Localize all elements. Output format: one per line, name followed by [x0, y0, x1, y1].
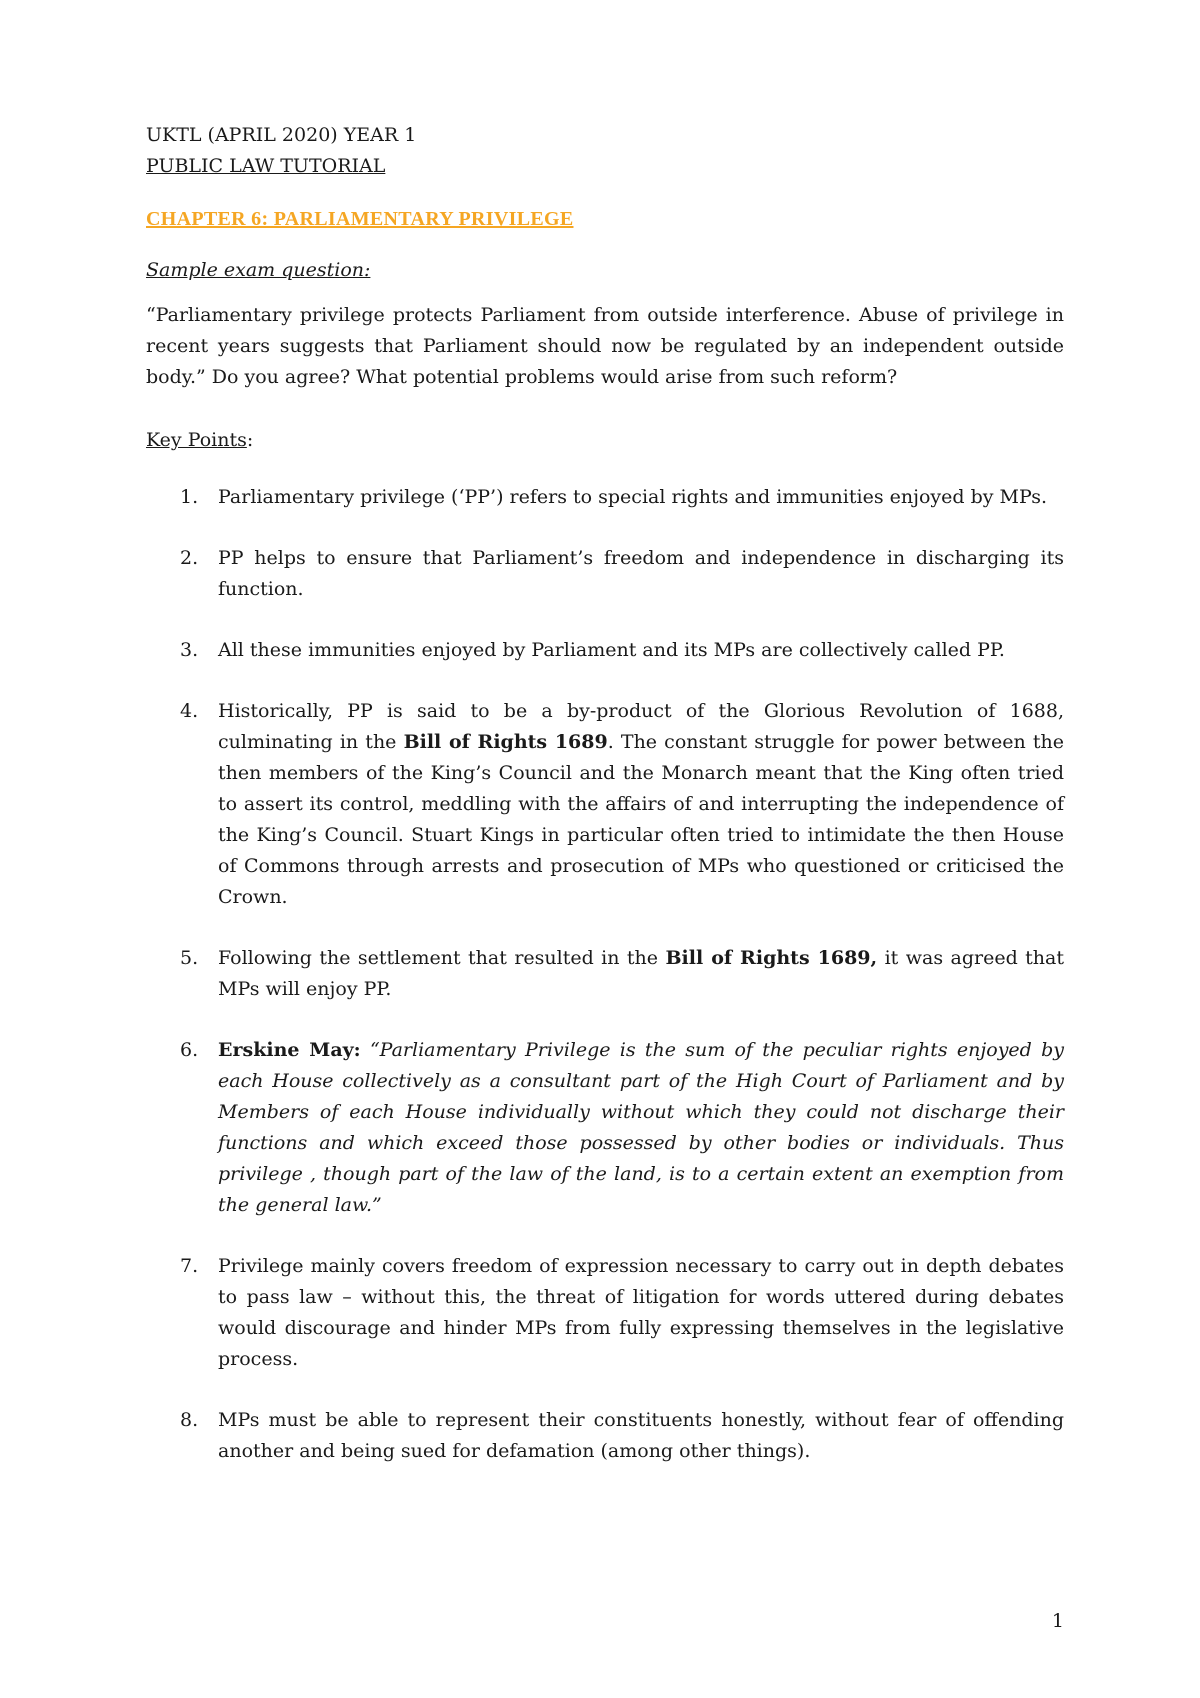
list-item-number: 1. [180, 486, 199, 508]
list-item-text-b: . The constant struggle for power between the then members of the King’s Council and the Monarch meant that the King often tried to assert its control, meddling with the affairs of and interrupting the independence of the King’s Council. Stuart Kings in particular often tried to intimidate the then House of Commons through arrests and prosecution of MPs who questioned or criticised the Crown. [218, 731, 1064, 908]
chapter-title: CHAPTER 6: PARLIAMENTARY PRIVILEGE [146, 208, 574, 230]
list-item-text: Parliamentary privilege (‘PP’) refers to special rights and immunities enjoyed by MPs. [218, 486, 1048, 508]
list-item-number: 6. [180, 1039, 199, 1061]
list-item-text: PP helps to ensure that Parliament’s freedom and independence in discharging its function. [218, 547, 1064, 600]
course-line: UKTL (APRIL 2020) YEAR 1 [146, 124, 417, 146]
list-item-text-a: Historically, PP is said to be a by-product of the Glorious Revolution of 1688, culminating in the [218, 700, 1064, 753]
list-item-number: 7. [180, 1255, 199, 1277]
list-item-number: 2. [180, 547, 199, 569]
list-item-number: 4. [180, 700, 199, 722]
list-item [146, 1405, 1064, 1467]
key-points-label: Key Points [146, 429, 247, 451]
list-item [146, 635, 1064, 666]
page-number: 1 [1051, 1610, 1064, 1632]
bill-of-rights-bold: Bill of Rights 1689, [665, 947, 878, 969]
list-item-number: 8. [180, 1409, 199, 1431]
tutorial-line: PUBLIC LAW TUTORIAL [146, 155, 386, 177]
list-item-text: MPs must be able to represent their constituents honestly, without fear of offending another and being sued for defamation (among other things). [218, 1409, 1064, 1462]
document-body [146, 120, 1064, 1497]
erskine-may-bold: Erskine May: [218, 1039, 361, 1061]
list-item-number: 3. [180, 639, 199, 661]
list-item [146, 482, 1064, 513]
list-item [146, 543, 1064, 605]
sample-question-label: Sample exam question: [146, 259, 371, 281]
list-item-text-a: Following the settlement that resulted in the [218, 947, 666, 969]
sample-question-text: “Parliamentary privilege protects Parliament from outside interference. Abuse of privilege in recent years suggests that Parliament should now be regulated by an independent outside body.” Do you agree? What potential problems would arise from such reform? [146, 304, 1064, 388]
list-item [146, 1251, 1064, 1375]
list-item [146, 696, 1064, 913]
list-item-number: 5. [180, 947, 199, 969]
list-item-text-b: it was agreed that MPs will enjoy PP. [218, 947, 1064, 1000]
list-item [146, 1035, 1064, 1221]
key-points-colon: : [246, 429, 254, 451]
erskine-may-quote: “Parliamentary Privilege is the sum of the peculiar rights enjoyed by each House collectively as a consultant part of the High Court of Parliament and by Members of each House individually without which they could not discharge their functions and which exceed those possessed by other bodies or individuals. Thus privilege , though part of the law of the land, is to a certain extent an exemption from the general law.” [218, 1039, 1064, 1216]
bill-of-rights-bold: Bill of Rights 1689 [403, 731, 608, 753]
list-item [146, 943, 1064, 1005]
key-points-list [146, 482, 1064, 1467]
key-points-heading [146, 425, 1064, 456]
list-item-text: All these immunities enjoyed by Parliament and its MPs are collectively called PP. [218, 639, 1005, 661]
list-item-text: Privilege mainly covers freedom of expression necessary to carry out in depth debates to pass law – without this, the threat of litigation for words uttered during debates would discourage and hinder MPs from fully expressing themselves in the legislative process. [218, 1255, 1064, 1370]
